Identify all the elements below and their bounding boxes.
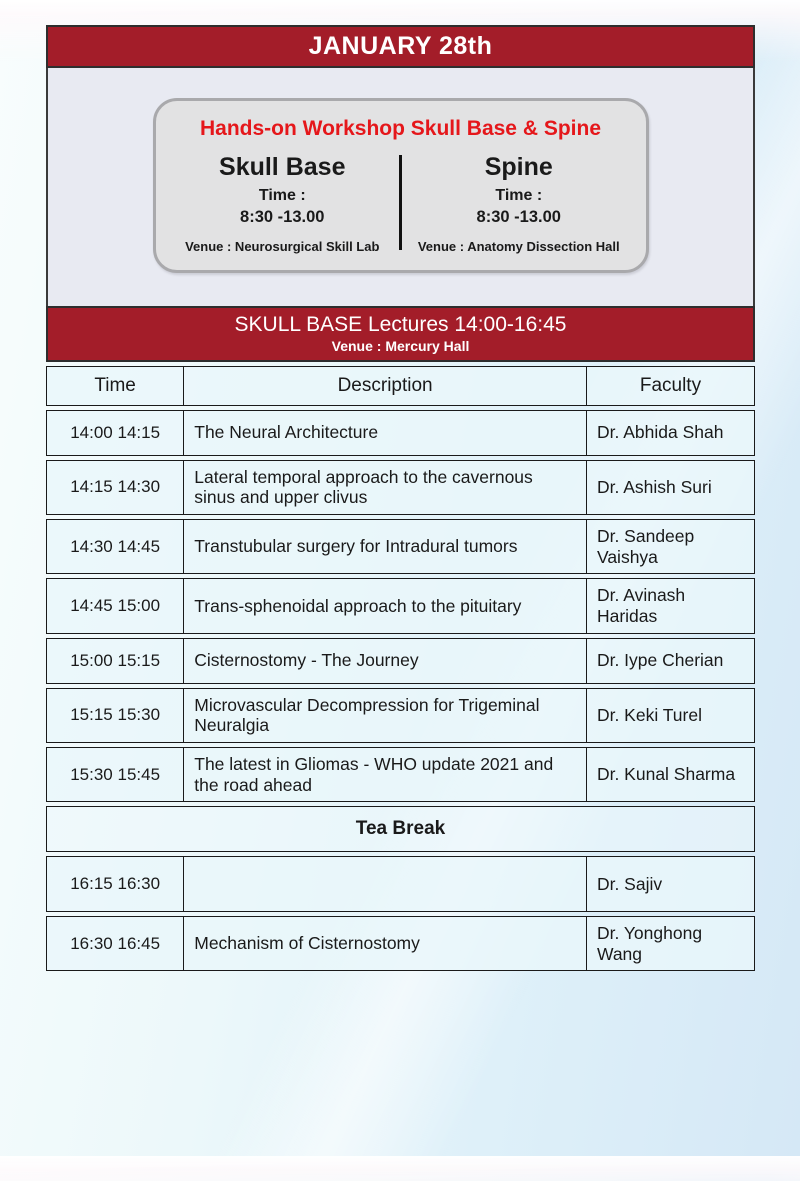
faculty-cell: Dr. Yonghong Wang: [587, 916, 755, 971]
description-cell: Lateral temporal approach to the cavernous sinus and upper clivus: [184, 460, 587, 515]
lectures-banner: [46, 306, 755, 362]
table-row: [46, 519, 755, 574]
workshop-title: Hands-on Workshop Skull Base & Spine: [199, 117, 601, 140]
workshop-col-spine: [402, 153, 636, 254]
time-cell: 14:00 14:15: [46, 410, 184, 456]
time-cell: 16:15 16:30: [46, 856, 184, 912]
description-cell: Trans-sphenoidal approach to the pituitary: [184, 578, 587, 633]
time-cell: 14:15 14:30: [46, 460, 184, 515]
faculty-cell: Dr. Sajiv: [587, 856, 755, 912]
time-cell: 16:30 16:45: [46, 916, 184, 971]
lectures-title: SKULL BASE Lectures 14:00-16:45: [234, 312, 567, 336]
description-cell: Microvascular Decompression for Trigeminal Neuralgia: [184, 688, 587, 743]
description-cell: Transtubular surgery for Intradural tumors: [184, 519, 587, 574]
header-faculty: Faculty: [587, 366, 755, 406]
header-time: Time: [46, 366, 184, 406]
faculty-cell: Dr. Kunal Sharma: [587, 747, 755, 802]
time-cell: 14:30 14:45: [46, 519, 184, 574]
table-row: [46, 747, 755, 802]
date-title: JANUARY 28th: [308, 32, 493, 60]
table-row: [46, 856, 755, 912]
header-description: Description: [184, 366, 587, 406]
workshop-name: Spine: [484, 153, 553, 181]
description-cell: [184, 856, 587, 912]
tea-break-cell: Tea Break: [46, 806, 755, 852]
workshop-name: Skull Base: [219, 153, 346, 181]
table-row: [46, 578, 755, 633]
workshop-card: [153, 98, 649, 273]
table-row: [46, 410, 755, 456]
workshop-time-label: Time :: [258, 186, 306, 204]
faculty-cell: Dr. Avinash Haridas: [587, 578, 755, 633]
workshop-time: 8:30 -13.00: [476, 207, 561, 226]
table-row: [46, 688, 755, 743]
description-cell: Mechanism of Cisternostomy: [184, 916, 587, 971]
faculty-cell: Dr. Iype Cherian: [587, 638, 755, 684]
workshop-col-skull-base: [166, 153, 400, 254]
workshop-time-label: Time :: [495, 186, 543, 204]
faculty-cell: Dr. Sandeep Vaishya: [587, 519, 755, 574]
workshop-venue: Venue : Neurosurgical Skill Lab: [185, 238, 380, 254]
table-row: [46, 460, 755, 515]
tea-break-row: [46, 806, 755, 852]
time-cell: 15:15 15:30: [46, 688, 184, 743]
lectures-venue: Venue : Mercury Hall: [331, 337, 470, 354]
description-cell: The latest in Gliomas - WHO update 2021 and the road ahead: [184, 747, 587, 802]
workshop-columns: [166, 153, 636, 254]
table-row: [46, 916, 755, 971]
schedule-document: [46, 25, 755, 975]
faculty-cell: Dr. Ashish Suri: [587, 460, 755, 515]
table-header-row: [46, 366, 755, 406]
workshop-time: 8:30 -13.00: [240, 207, 325, 226]
date-banner: [46, 25, 755, 68]
time-cell: 14:45 15:00: [46, 578, 184, 633]
time-cell: 15:00 15:15: [46, 638, 184, 684]
time-cell: 15:30 15:45: [46, 747, 184, 802]
faculty-cell: Dr. Abhida Shah: [587, 410, 755, 456]
lectures-table: [46, 362, 755, 976]
description-cell: Cisternostomy - The Journey: [184, 638, 587, 684]
faculty-cell: Dr. Keki Turel: [587, 688, 755, 743]
description-cell: The Neural Architecture: [184, 410, 587, 456]
workshop-venue: Venue : Anatomy Dissection Hall: [417, 238, 620, 254]
table-row: [46, 638, 755, 684]
workshop-section: [46, 68, 755, 306]
